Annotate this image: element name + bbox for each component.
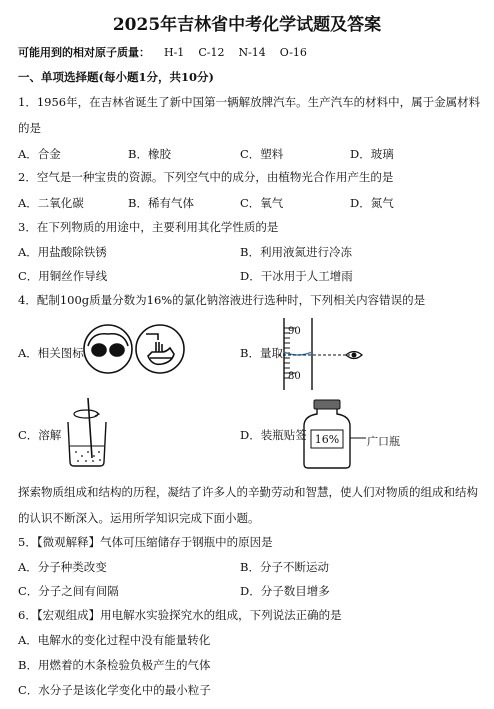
- q5-text: 5．【微观解释】气体可压缩储存于钢瓶中的原因是: [18, 535, 273, 549]
- bottle-stopper: [314, 400, 340, 409]
- q6-text: 6．【宏观组成】用电解水实验探究水的组成，下列说法正确的是: [18, 608, 342, 622]
- bottle-label-text: 16%: [314, 433, 340, 446]
- cylinder-tick-80: 80: [288, 371, 301, 382]
- atomic-mass-n: N-14: [238, 46, 266, 59]
- labeled-bottle-figure: [300, 398, 366, 470]
- q5-option-b: B．分子不断运动: [240, 560, 329, 574]
- q6-option-a: A．电解水的变化过程中没有能量转化: [18, 633, 211, 647]
- hand-washing-icon: [136, 325, 184, 373]
- q3-option-b: B．利用液氮进行冷冻: [240, 245, 352, 259]
- q6-option-b: B．用燃着的木条检验负极产生的气体: [18, 658, 211, 672]
- q3-option-c: C．用铜丝作导线: [18, 269, 108, 283]
- atomic-mass-line: [18, 44, 307, 60]
- q1-text-line2: 的是: [18, 121, 41, 135]
- q3-option-a: A．用盐酸除铁锈: [18, 245, 107, 259]
- q1-option-a: A．合金: [18, 147, 61, 161]
- q2-option-d: D．氮气: [350, 196, 394, 210]
- q5-option-d: D．分子数目增多: [240, 584, 330, 598]
- goggles-icon: [84, 325, 132, 373]
- stirring-rod: [88, 398, 92, 458]
- section-heading: 一、单项选择题(每小题1分，共10分): [18, 70, 214, 84]
- q4-option-b: B．量取: [240, 346, 283, 360]
- q4-option-d: D．装瓶贴签: [240, 428, 307, 442]
- q1-option-d: D．玻璃: [350, 147, 394, 161]
- q4-text: 4．配制100g质量分数为16%的氯化钠溶液进行选种时，下列相关内容错误的是: [18, 293, 426, 307]
- hazard-pictograms-figure: [82, 322, 186, 376]
- q5-option-a: A．分子种类改变: [18, 560, 107, 574]
- q1-option-c: C．塑料: [240, 147, 284, 161]
- cylinder-tick-90: 90: [288, 326, 301, 337]
- q2-option-a: A．二氧化碳: [18, 196, 84, 210]
- q1-option-b: B．橡胶: [128, 147, 171, 161]
- dissolving-beaker-figure: [62, 396, 110, 468]
- q1-text-line1: 1．1956年，在吉林省诞生了新中国第一辆解放牌汽车。生产汽车的材料中，属于金属材料: [18, 95, 481, 109]
- q4-option-c: C．溶解: [18, 428, 62, 442]
- atomic-mass-o: O-16: [279, 46, 307, 59]
- atomic-mass-label: 可能用到的相对原子质量：: [18, 46, 150, 59]
- atomic-mass-c: C-12: [198, 46, 225, 59]
- q3-option-d: D．干冰用于人工增雨: [240, 269, 353, 283]
- q2-text: 2．空气是一种宝贵的资源。下列空气中的成分，由植物光合作用产生的是: [18, 170, 394, 184]
- atomic-mass-h: H-1: [164, 46, 185, 59]
- q5-option-c: C．分子之间有间隔: [18, 584, 119, 598]
- stir-arrow-icon: [74, 410, 98, 418]
- q4-option-a: A．相关图标: [18, 346, 84, 360]
- q3-text: 3．在下列物质的用途中，主要利用其化学性质的是: [18, 220, 279, 234]
- page-title: 2025年吉林省中考化学试题及答案: [112, 15, 382, 35]
- passage-line2: 的认识不断深入。运用所学知识完成下面小题。: [18, 511, 260, 525]
- bottle-caption: 广口瓶: [367, 435, 400, 448]
- passage-line1: 探索物质组成和结构的历程，凝结了许多人的辛勤劳动和智慧，使人们对物质的组成和结构: [18, 485, 478, 499]
- q2-option-c: C．氧气: [240, 196, 284, 210]
- measuring-cylinder-figure: [270, 318, 366, 392]
- q6-option-c: C．水分子是该化学变化中的最小粒子: [18, 683, 211, 697]
- q2-option-b: B．稀有气体: [128, 196, 194, 210]
